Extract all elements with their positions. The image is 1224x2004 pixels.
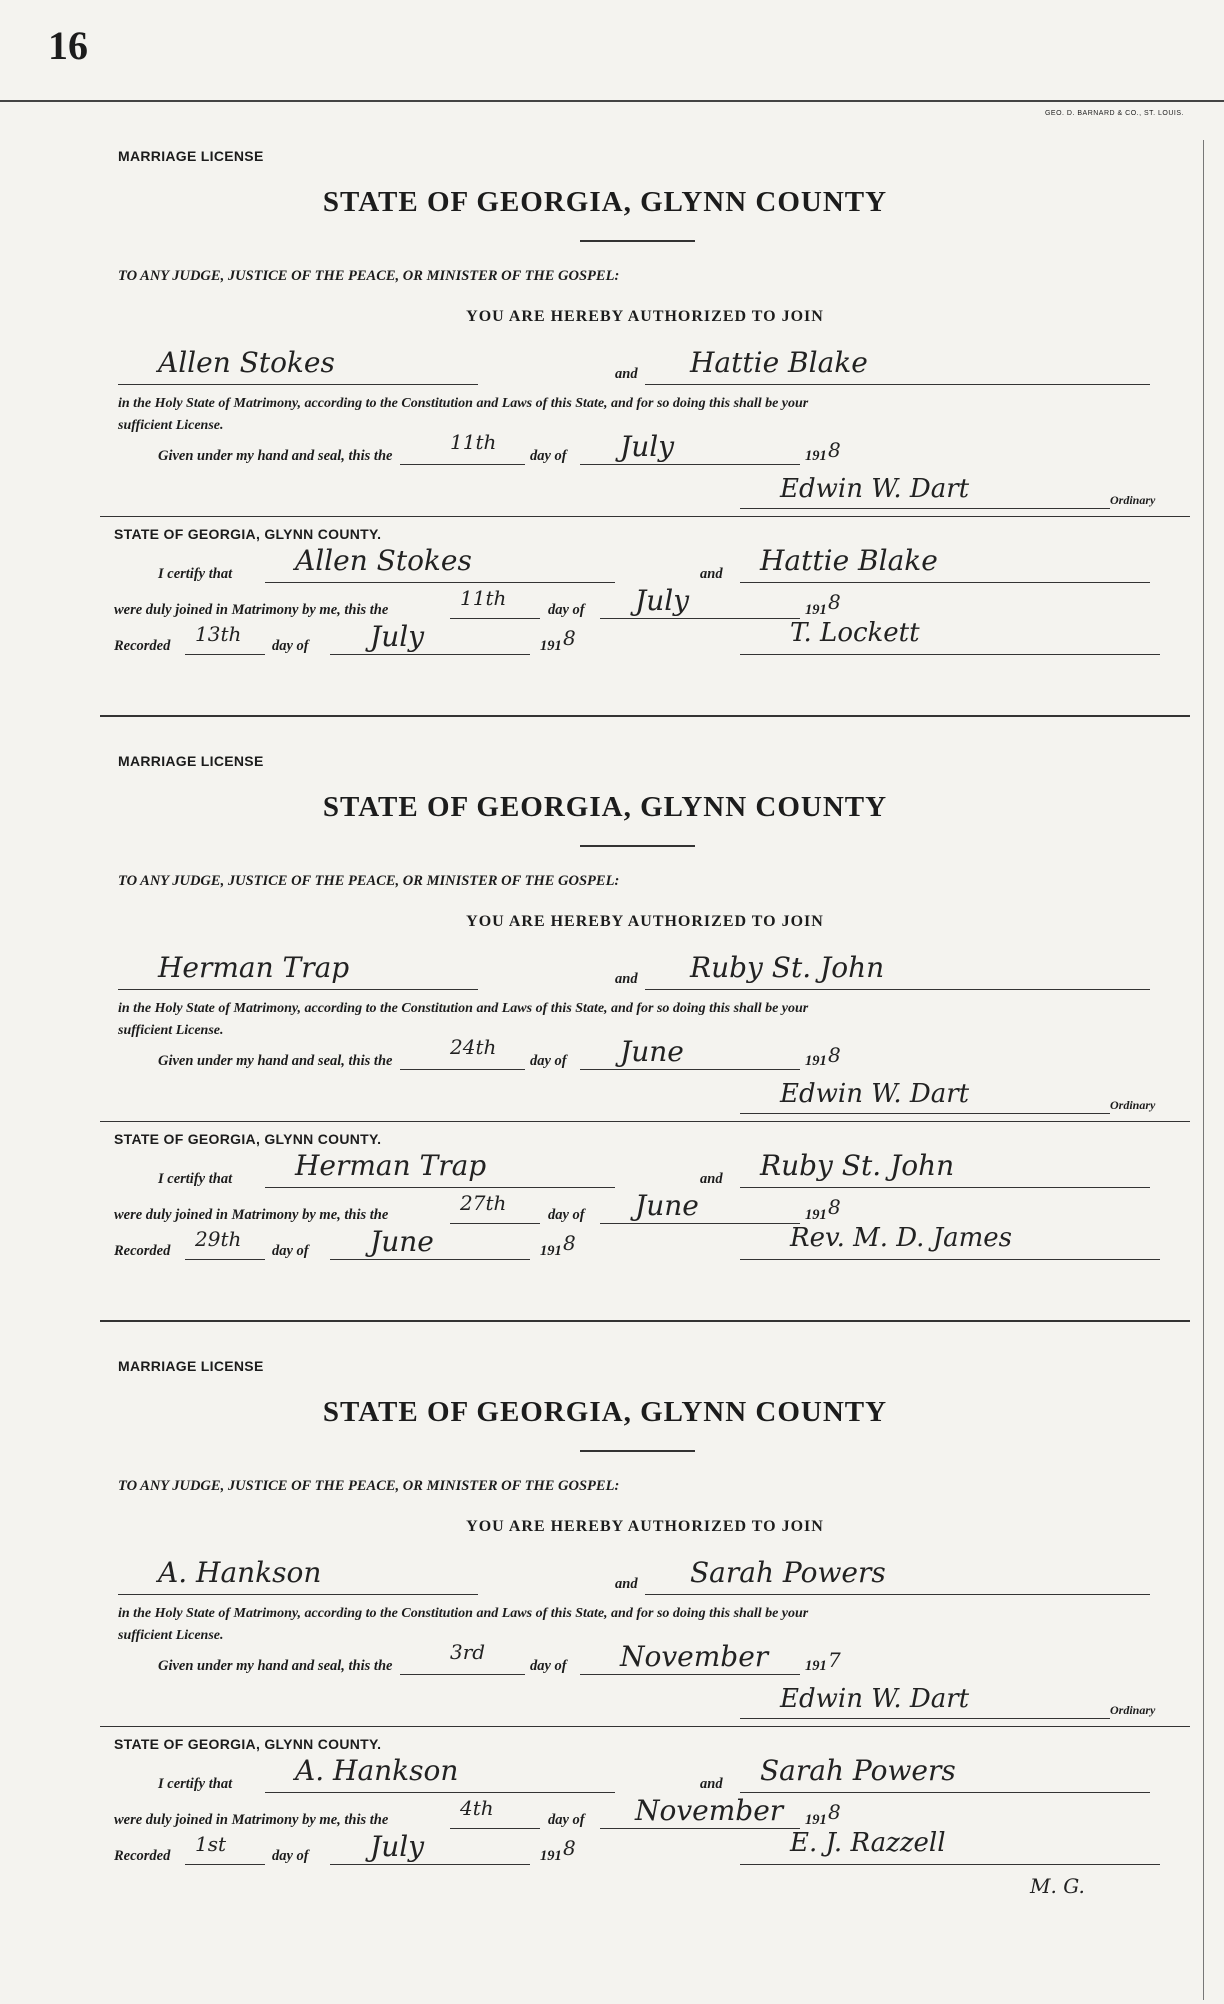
year-prefix: 191 xyxy=(805,448,827,464)
and-label: and xyxy=(615,1576,638,1592)
cert-groom-name: Allen Stokes xyxy=(295,544,472,577)
marriage-license-entry-1 xyxy=(100,108,1190,713)
ordinary-label: Ordinary xyxy=(1110,1098,1156,1112)
bride-line xyxy=(645,384,1150,385)
license-divider xyxy=(100,1320,1190,1322)
holy-state-text: in the Holy State of Matrimony, according to the Constitution and Laws of this State, and for so doing this shall be your xyxy=(118,1606,809,1621)
and-label: and xyxy=(615,971,638,987)
marriage-license-label: MARRIAGE LICENSE xyxy=(118,1358,264,1374)
recorded-month: July xyxy=(370,620,425,653)
license-day-line xyxy=(400,1674,525,1675)
officiant-signature: E. J. Razzell xyxy=(790,1828,946,1858)
recorded-year: 8 xyxy=(563,1231,576,1255)
cert-bride-line xyxy=(740,582,1150,583)
cert-bride-name: Sarah Powers xyxy=(760,1754,956,1787)
certificate-divider xyxy=(100,1121,1190,1122)
married-year-prefix: 191 xyxy=(805,1812,827,1828)
license-month: November xyxy=(620,1640,769,1673)
license-day: 3rd xyxy=(450,1640,486,1664)
recorded-label: Recorded xyxy=(114,1848,171,1864)
recorded-day-of-label: day of xyxy=(272,638,309,654)
recorded-label: Recorded xyxy=(114,1243,171,1259)
license-day: 24th xyxy=(450,1035,497,1059)
printer-imprint: GEO. D. BARNARD & CO., ST. LOUIS. xyxy=(1044,110,1184,117)
year-prefix: 191 xyxy=(805,1053,827,1069)
state-heading: STATE OF GEORGIA, GLYNN COUNTY xyxy=(322,791,888,823)
sufficient-license-text: sufficient License. xyxy=(118,418,224,433)
married-day-line xyxy=(450,1223,540,1224)
married-day: 11th xyxy=(460,586,507,610)
sufficient-license-text: sufficient License. xyxy=(118,1023,224,1038)
given-under-label: Given under my hand and seal, this the xyxy=(158,1658,393,1674)
certificate-heading: STATE OF GEORGIA, GLYNN COUNTY. xyxy=(114,1736,382,1752)
authorized-line: YOU ARE HEREBY AUTHORIZED TO JOIN xyxy=(466,913,824,930)
day-of-label: day of xyxy=(530,1658,567,1674)
recorded-day-line xyxy=(185,1864,265,1865)
married-month: July xyxy=(635,584,690,617)
page-number: 16 xyxy=(48,23,88,68)
license-month-line xyxy=(580,1674,800,1675)
recorded-month: July xyxy=(370,1830,425,1863)
authorized-line: YOU ARE HEREBY AUTHORIZED TO JOIN xyxy=(466,1518,824,1535)
recorded-day-line xyxy=(185,654,265,655)
groom-line xyxy=(118,1594,478,1595)
cert-groom-line xyxy=(265,1187,615,1188)
recorded-label: Recorded xyxy=(114,638,171,654)
duly-joined-label: were duly joined in Matrimony by me, this the xyxy=(114,1207,389,1223)
recorded-day-of-label: day of xyxy=(272,1848,309,1864)
license-month-line xyxy=(580,464,800,465)
officiant-title: M. G. xyxy=(1030,1874,1085,1898)
bride-name: Ruby St. John xyxy=(690,951,885,984)
certify-label: I certify that xyxy=(158,1171,233,1187)
married-month: June xyxy=(635,1189,699,1222)
recorded-day: 29th xyxy=(195,1227,242,1251)
given-under-label: Given under my hand and seal, this the xyxy=(158,448,393,464)
heading-rule xyxy=(580,845,695,847)
marriage-license-label: MARRIAGE LICENSE xyxy=(118,148,264,164)
recorded-day: 1st xyxy=(195,1832,227,1856)
cert-groom-name: Herman Trap xyxy=(295,1149,487,1182)
ordinary-label: Ordinary xyxy=(1110,1703,1156,1717)
married-year-prefix: 191 xyxy=(805,1207,827,1223)
certificate-heading: STATE OF GEORGIA, GLYNN COUNTY. xyxy=(114,526,382,542)
day-of-label: day of xyxy=(530,448,567,464)
bride-line xyxy=(645,989,1150,990)
bride-line xyxy=(645,1594,1150,1595)
license-year: 8 xyxy=(828,1043,841,1067)
officiant-signature: T. Lockett xyxy=(790,618,920,648)
ordinary-signature: Edwin W. Dart xyxy=(780,474,970,504)
officiant-signature: Rev. M. D. James xyxy=(790,1223,1013,1253)
state-heading: STATE OF GEORGIA, GLYNN COUNTY xyxy=(322,1396,888,1428)
recorded-year: 8 xyxy=(563,1836,576,1860)
holy-state-text: in the Holy State of Matrimony, according to the Constitution and Laws of this State, and for so doing this shall be your xyxy=(118,1001,809,1016)
ordinary-line xyxy=(740,508,1110,509)
officiant-line xyxy=(740,1864,1160,1865)
cert-groom-name: A. Hankson xyxy=(295,1754,459,1787)
license-month: June xyxy=(620,1035,684,1068)
married-day: 27th xyxy=(460,1191,507,1215)
recorded-year: 8 xyxy=(563,626,576,650)
groom-name: Herman Trap xyxy=(158,951,350,984)
cert-and-label: and xyxy=(700,1776,723,1792)
bride-name: Hattie Blake xyxy=(690,346,868,379)
license-year: 8 xyxy=(828,438,841,462)
certificate-divider xyxy=(100,1726,1190,1727)
married-day-line xyxy=(450,618,540,619)
marriage-license-entry-2 xyxy=(100,713,1190,1318)
married-month-line xyxy=(600,1828,800,1829)
top-rule xyxy=(0,100,1224,102)
recorded-year-prefix: 191 xyxy=(540,1243,562,1259)
license-day-line xyxy=(400,464,525,465)
cert-groom-line xyxy=(265,1792,615,1793)
married-day-of-label: day of xyxy=(548,1207,585,1223)
license-day: 11th xyxy=(450,430,497,454)
ordinary-line xyxy=(740,1718,1110,1719)
groom-line xyxy=(118,989,478,990)
married-year: 8 xyxy=(828,1195,841,1219)
recorded-month: June xyxy=(370,1225,434,1258)
ordinary-label: Ordinary xyxy=(1110,493,1156,507)
license-day-line xyxy=(400,1069,525,1070)
recorded-month-line xyxy=(330,654,530,655)
married-month-line xyxy=(600,1223,800,1224)
married-day-line xyxy=(450,1828,540,1829)
cert-groom-line xyxy=(265,582,615,583)
certificate-divider xyxy=(100,516,1190,517)
holy-state-text: in the Holy State of Matrimony, according to the Constitution and Laws of this State, and for so doing this shall be your xyxy=(118,396,809,411)
married-day-of-label: day of xyxy=(548,602,585,618)
duly-joined-label: were duly joined in Matrimony by me, this the xyxy=(114,1812,389,1828)
addressee-line: TO ANY JUDGE, JUSTICE OF THE PEACE, OR MINISTER OF THE GOSPEL: xyxy=(118,873,620,889)
recorded-month-line xyxy=(330,1259,530,1260)
groom-name: A. Hankson xyxy=(158,1556,322,1589)
license-year: 7 xyxy=(828,1648,841,1672)
state-heading: STATE OF GEORGIA, GLYNN COUNTY xyxy=(322,186,888,218)
cert-bride-line xyxy=(740,1792,1150,1793)
year-prefix: 191 xyxy=(805,1658,827,1674)
married-year: 8 xyxy=(828,1800,841,1824)
cert-bride-name: Ruby St. John xyxy=(760,1149,955,1182)
cert-bride-line xyxy=(740,1187,1150,1188)
certify-label: I certify that xyxy=(158,1776,233,1792)
groom-name: Allen Stokes xyxy=(158,346,335,379)
recorded-month-line xyxy=(330,1864,530,1865)
license-month-line xyxy=(580,1069,800,1070)
given-under-label: Given under my hand and seal, this the xyxy=(158,1053,393,1069)
certificate-heading: STATE OF GEORGIA, GLYNN COUNTY. xyxy=(114,1131,382,1147)
married-year-prefix: 191 xyxy=(805,602,827,618)
right-margin-rule xyxy=(1203,140,1204,2000)
married-month: November xyxy=(635,1794,784,1827)
cert-and-label: and xyxy=(700,1171,723,1187)
recorded-year-prefix: 191 xyxy=(540,1848,562,1864)
recorded-day-line xyxy=(185,1259,265,1260)
bride-name: Sarah Powers xyxy=(690,1556,886,1589)
ordinary-signature: Edwin W. Dart xyxy=(780,1684,970,1714)
marriage-license-label: MARRIAGE LICENSE xyxy=(118,753,264,769)
officiant-line xyxy=(740,1259,1160,1260)
heading-rule xyxy=(580,240,695,242)
license-divider xyxy=(100,715,1190,717)
license-month: July xyxy=(620,430,675,463)
authorized-line: YOU ARE HEREBY AUTHORIZED TO JOIN xyxy=(466,308,824,325)
recorded-day: 13th xyxy=(195,622,242,646)
sufficient-license-text: sufficient License. xyxy=(118,1628,224,1643)
married-day-of-label: day of xyxy=(548,1812,585,1828)
officiant-line xyxy=(740,654,1160,655)
heading-rule xyxy=(580,1450,695,1452)
recorded-day-of-label: day of xyxy=(272,1243,309,1259)
married-year: 8 xyxy=(828,590,841,614)
and-label: and xyxy=(615,366,638,382)
married-month-line xyxy=(600,618,800,619)
married-day: 4th xyxy=(460,1796,494,1820)
addressee-line: TO ANY JUDGE, JUSTICE OF THE PEACE, OR MINISTER OF THE GOSPEL: xyxy=(118,268,620,284)
day-of-label: day of xyxy=(530,1053,567,1069)
marriage-license-entry-3 xyxy=(100,1318,1190,1923)
ordinary-signature: Edwin W. Dart xyxy=(780,1079,970,1109)
ordinary-line xyxy=(740,1113,1110,1114)
cert-and-label: and xyxy=(700,566,723,582)
groom-line xyxy=(118,384,478,385)
recorded-year-prefix: 191 xyxy=(540,638,562,654)
cert-bride-name: Hattie Blake xyxy=(760,544,938,577)
duly-joined-label: were duly joined in Matrimony by me, this the xyxy=(114,602,389,618)
addressee-line: TO ANY JUDGE, JUSTICE OF THE PEACE, OR MINISTER OF THE GOSPEL: xyxy=(118,1478,620,1494)
certify-label: I certify that xyxy=(158,566,233,582)
